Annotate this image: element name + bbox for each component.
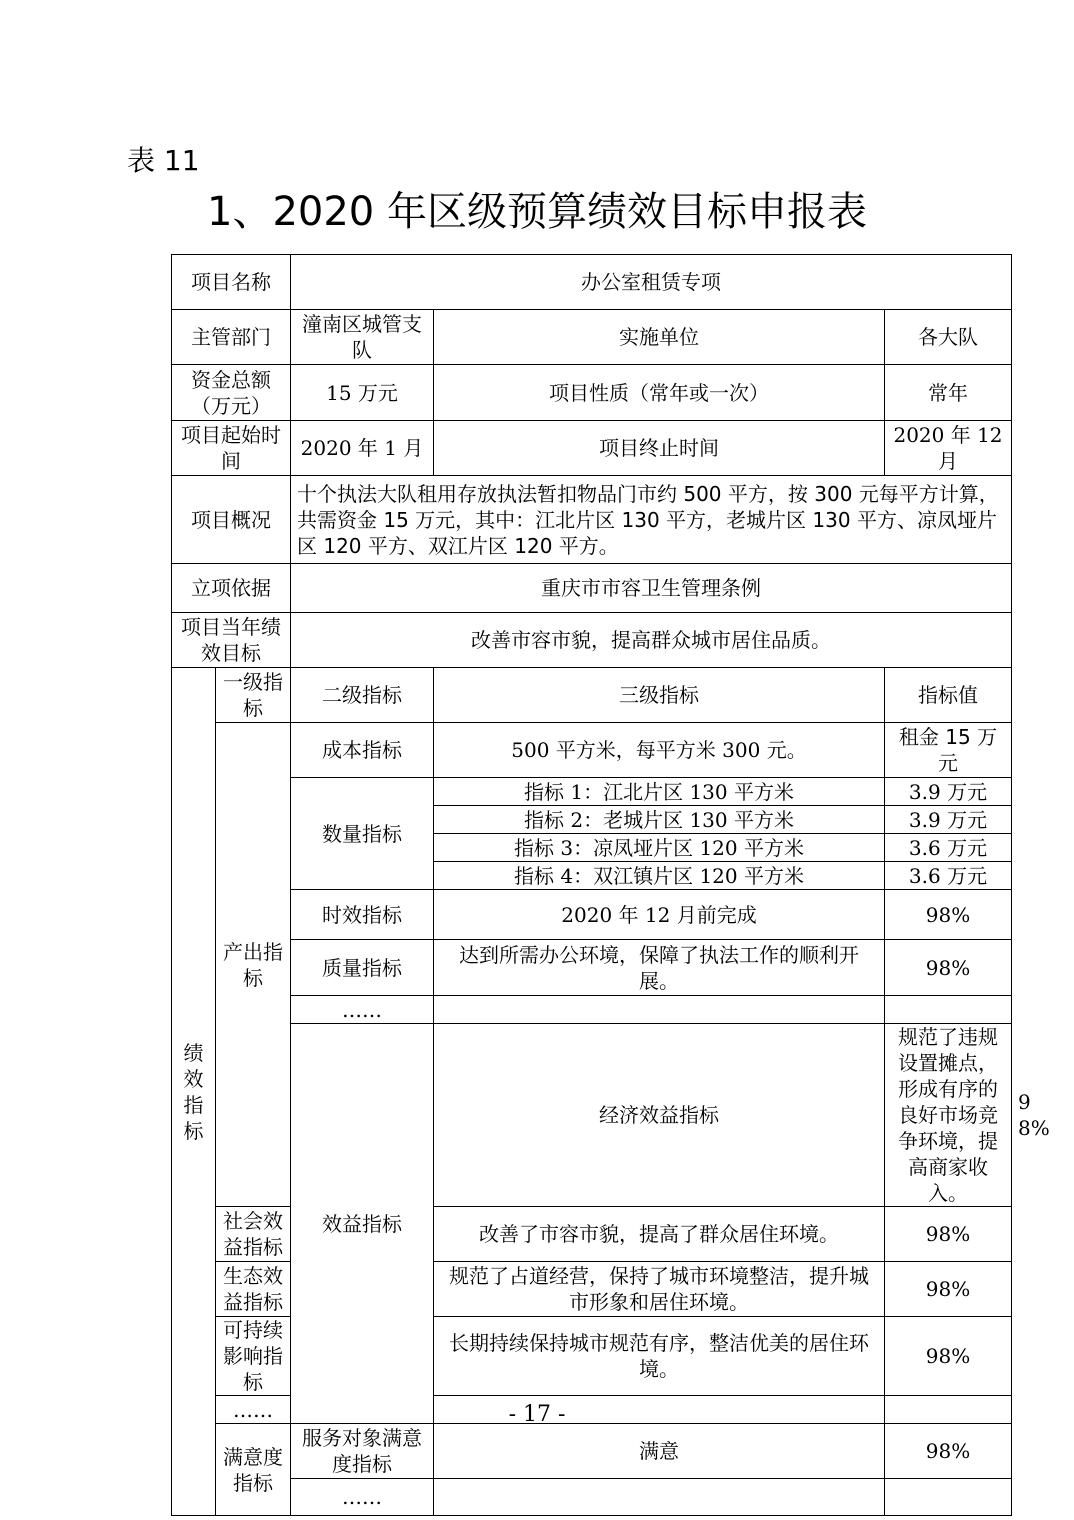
row-cost	[172, 723, 1012, 778]
service-satisfaction-value: 98%	[885, 1424, 1012, 1479]
nature-label: 项目性质（常年或一次）	[434, 365, 885, 421]
cost-desc: 500 平方米，每平方米 300 元。	[434, 723, 885, 778]
row-overview	[172, 476, 1012, 564]
timeliness-desc: 2020 年 12 月前完成	[434, 890, 885, 940]
project-name-value: 办公室租赁专项	[291, 255, 1012, 310]
quantity-label: 数量指标	[291, 778, 434, 890]
quality-value: 98%	[885, 940, 1012, 996]
social-desc: 改善了市容市貌，提高了群众居住环境。	[434, 1207, 885, 1262]
goal-value: 改善市容市貌，提高群众城市居住品质。	[291, 613, 1012, 668]
social-value: 98%	[885, 1207, 1012, 1262]
row-service-satisfaction	[172, 1424, 1012, 1479]
ecological-desc: 规范了占道经营，保持了城市环境整洁，提升城市形象和居住环境。	[434, 1262, 885, 1317]
quantity-item-value: 3.6 万元	[885, 834, 1012, 862]
end-label: 项目终止时间	[434, 421, 885, 476]
row-quality	[172, 940, 1012, 996]
unit-value: 各大队	[885, 310, 1012, 365]
performance-indicators-label: 绩效指标	[172, 668, 216, 1516]
output-ellipsis: ……	[291, 996, 434, 1024]
row-output-ellipsis	[172, 996, 1012, 1024]
overview-label: 项目概况	[172, 476, 291, 564]
row-economic: 效益指标 经济效益指标 规范了违规设置摊点，形成有序的良好市场竞争环境，提高商家收入。 98%	[172, 1024, 1012, 1207]
start-value: 2020 年 1 月	[291, 421, 434, 476]
row-satisfaction-ellipsis	[172, 1479, 1012, 1516]
project-name-label: 项目名称	[172, 255, 291, 310]
quantity-item-desc: 指标 3：凉凤垭片区 120 平方米	[434, 834, 885, 862]
ecological-value: 98%	[885, 1262, 1012, 1317]
table-row	[172, 778, 1012, 806]
empty-cell	[885, 1479, 1012, 1516]
timeliness-value: 98%	[885, 890, 1012, 940]
sustainability-desc: 长期持续保持城市规范有序，整洁优美的居住环境。	[434, 1317, 885, 1396]
timeliness-label: 时效指标	[291, 890, 434, 940]
empty-cell	[434, 996, 885, 1024]
output-indicators-label: 产出指标	[216, 723, 291, 1207]
header-value: 指标值	[885, 668, 1012, 723]
row-department	[172, 310, 1012, 365]
economic-label: 经济效益指标	[434, 1024, 885, 1207]
row-goal	[172, 613, 1012, 668]
service-satisfaction-desc: 满意	[434, 1424, 885, 1479]
performance-goal-form	[171, 254, 1050, 1516]
cost-value: 租金 15 万元	[885, 723, 1012, 778]
economic-desc: 规范了违规设置摊点，形成有序的良好市场竞争环境，提高商家收入。	[885, 1024, 1012, 1207]
quantity-item-desc: 指标 1：江北片区 130 平方米	[434, 778, 885, 806]
quantity-item-desc: 指标 2：老城片区 130 平方米	[434, 806, 885, 834]
quantity-item-value: 3.9 万元	[885, 778, 1012, 806]
row-basis	[172, 564, 1012, 613]
sustainability-label: 可持续影响指标	[216, 1317, 291, 1396]
benefit-indicators-label: 效益指标	[291, 1024, 434, 1424]
quantity-item-desc: 指标 4：双江镇片区 120 平方米	[434, 862, 885, 890]
dept-label: 主管部门	[172, 310, 291, 365]
nature-value: 常年	[885, 365, 1012, 421]
goal-label: 项目当年绩效目标	[172, 613, 291, 668]
basis-label: 立项依据	[172, 564, 291, 613]
quantity-item-value: 3.6 万元	[885, 862, 1012, 890]
quality-label: 质量指标	[291, 940, 434, 996]
benefit-ellipsis: ……	[216, 1396, 291, 1424]
end-value: 2020 年 12 月	[885, 421, 1012, 476]
empty-cell	[434, 1479, 885, 1516]
cost-label: 成本指标	[291, 723, 434, 778]
unit-label: 实施单位	[434, 310, 885, 365]
row-indicator-header	[172, 668, 1012, 723]
empty-cell	[885, 996, 1012, 1024]
document-title: 1、2020 年区级预算绩效目标申报表	[207, 189, 867, 235]
basis-value: 重庆市市容卫生管理条例	[291, 564, 1012, 613]
row-project-name	[172, 255, 1012, 310]
service-satisfaction-label: 服务对象满意度指标	[291, 1424, 434, 1479]
dept-value: 潼南区城管支队	[291, 310, 434, 365]
quantity-item-value: 3.9 万元	[885, 806, 1012, 834]
page-number: - 17 -	[508, 1402, 566, 1427]
fund-label: 资金总额（万元）	[172, 365, 291, 421]
start-label: 项目起始时间	[172, 421, 291, 476]
overview-value: 十个执法大队租用存放执法暂扣物品门市约 500 平方，按 300 元每平方计算，共需资金 15 万元，其中：江北片区 130 平方，老城片区 130 平方、凉凤垭片区 120 平方、双江片区 120 平方。	[291, 476, 1012, 564]
row-period	[172, 421, 1012, 476]
quality-desc: 达到所需办公环境，保障了执法工作的顺利开展。	[434, 940, 885, 996]
satisfaction-indicators-label: 满意度指标	[216, 1424, 291, 1516]
row-timeliness	[172, 890, 1012, 940]
sustainability-value: 98%	[885, 1317, 1012, 1396]
fund-value: 15 万元	[291, 365, 434, 421]
row-fund	[172, 365, 1012, 421]
satisfaction-ellipsis: ……	[291, 1479, 434, 1516]
social-label: 社会效益指标	[216, 1207, 291, 1262]
header-level3: 三级指标	[434, 668, 885, 723]
ecological-label: 生态效益指标	[216, 1262, 291, 1317]
header-level1: 一级指标	[216, 668, 291, 723]
header-level2: 二级指标	[291, 668, 434, 723]
table-number-label: 表 11	[127, 144, 200, 177]
